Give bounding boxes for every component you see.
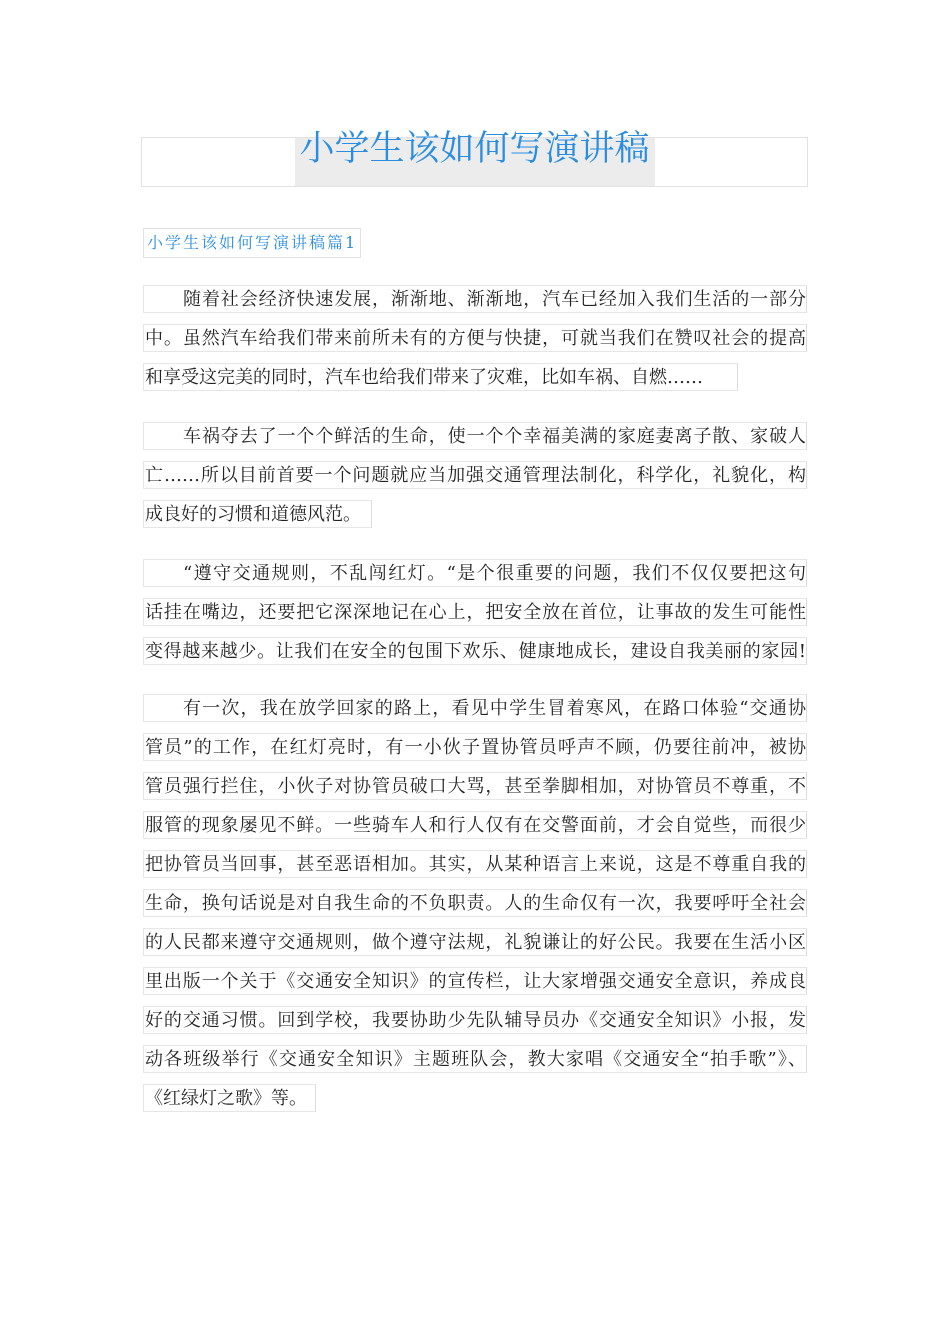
paragraph-line: 管员”的工作，在红灯亮时，有一小伙子置协管员呼声不顾，仍要往前冲，被协 xyxy=(143,733,807,761)
paragraph-line: 动各班级举行《交通安全知识》主题班队会，教大家唱《交通安全“拍手歌”》、 xyxy=(143,1045,807,1073)
paragraph-line: 随着社会经济快速发展，渐渐地、渐渐地，汽车已经加入我们生活的一部分 xyxy=(143,285,807,313)
paragraph-line: 生命，换句话说是对自我生命的不负职责。人的生命仅有一次，我要呼吁全社会 xyxy=(143,889,807,917)
paragraph-line: 和享受这完美的同时，汽车也给我们带来了灾难，比如车祸、自燃…… xyxy=(143,363,738,391)
paragraph-line: 变得越来越少。让我们在安全的包围下欢乐、健康地成长，建设自我美丽的家园! xyxy=(143,637,807,665)
paragraph-line: 《红绿灯之歌》等。 xyxy=(143,1084,316,1112)
paragraph-line: 有一次，我在放学回家的路上，看见中学生冒着寒风，在路口体验“交通协 xyxy=(143,694,807,722)
paragraph-line: 亡……所以目前首要一个问题就应当加强交通管理法制化，科学化，礼貌化，构 xyxy=(143,461,807,489)
paragraph-line: 的人民都来遵守交通规则，做个遵守法规，礼貌谦让的好公民。我要在生活小区 xyxy=(143,928,807,956)
paragraph-line: 成良好的习惯和道德风范。 xyxy=(143,500,372,528)
paragraph-line: 话挂在嘴边，还要把它深深地记在心上，把安全放在首位，让事故的发生可能性 xyxy=(143,598,807,626)
paragraph-line: 管员强行拦住，小伙子对协管员破口大骂，甚至拳脚相加，对协管员不尊重，不 xyxy=(143,772,807,800)
paragraph-line: 把协管员当回事，甚至恶语相加。其实，从某种语言上来说，这是不尊重自我的 xyxy=(143,850,807,878)
paragraph-line: 好的交通习惯。回到学校，我要协助少先队辅导员办《交通安全知识》小报，发 xyxy=(143,1006,807,1034)
paragraph-line: 里出版一个关于《交通安全知识》的宣传栏，让大家增强交通安全意识，养成良 xyxy=(143,967,807,995)
paragraph-line: 车祸夺去了一个个鲜活的生命，使一个个幸福美满的家庭妻离子散、家破人 xyxy=(143,422,807,450)
paragraph-line: 服管的现象屡见不鲜。一些骑车人和行人仅有在交警面前，才会自觉些，而很少 xyxy=(143,811,807,839)
document-title: 小学生该如何写演讲稿 xyxy=(299,129,650,169)
paragraph-line: 中。虽然汽车给我们带来前所未有的方便与快捷，可就当我们在赞叹社会的提高 xyxy=(143,324,807,352)
section-heading: 小学生该如何写演讲稿篇1 xyxy=(143,228,361,258)
paragraph-line: “遵守交通规则，不乱闯红灯。“是个很重要的问题，我们不仅仅要把这句 xyxy=(143,559,807,587)
